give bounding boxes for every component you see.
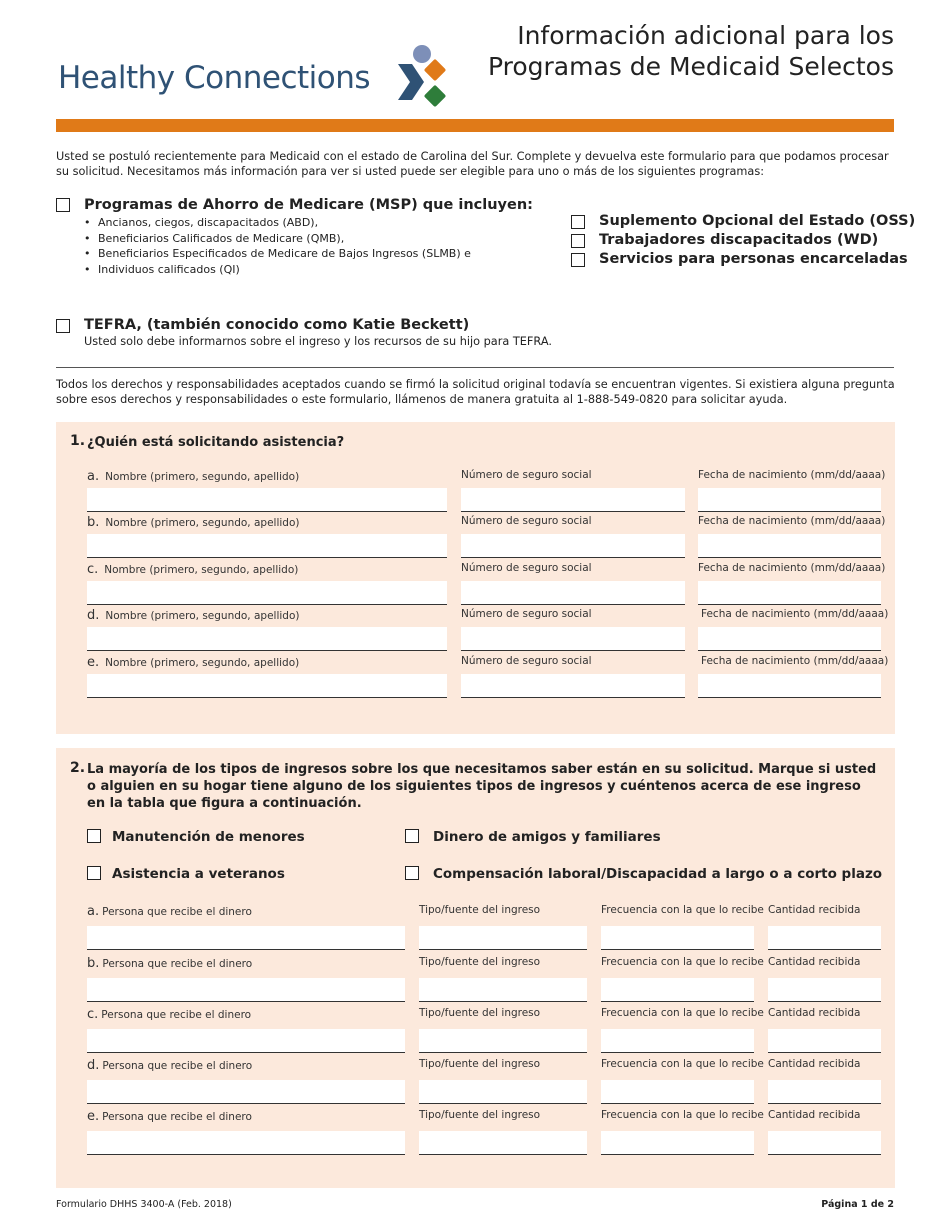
s1-row-label	[87, 608, 299, 623]
s1-name-input[interactable]	[87, 581, 447, 605]
s2-type-label: Tipo/fuente del ingreso	[419, 1058, 541, 1070]
title-line-2: Programas de Medicaid Selectos	[487, 52, 894, 81]
tefra-note: Usted solo debe informarnos sobre el ingreso y los recursos de su hijo para TEFRA.	[84, 335, 552, 348]
s1-ssn-label: Número de seguro social	[461, 515, 592, 527]
s1-name-input[interactable]	[87, 627, 447, 651]
s2-person-label: Persona que recibe el dinero	[102, 906, 252, 918]
s1-ssn-label: Número de seguro social	[461, 655, 592, 667]
s1-row-label	[87, 655, 299, 670]
section-divider	[56, 367, 894, 368]
s1-name-input[interactable]	[87, 488, 447, 512]
section-1-title: ¿Quién está solicitando asistencia?	[87, 435, 345, 450]
s1-row-label	[87, 515, 299, 530]
incarcerated-label: Servicios para personas encarceladas	[599, 251, 908, 267]
s2-amount-input[interactable]	[768, 1080, 881, 1104]
s2-amount-input[interactable]	[768, 926, 881, 950]
s2-row-label	[87, 904, 252, 919]
form-id: Formulario DHHS 3400-A (Feb. 2018)	[56, 1199, 232, 1210]
s2-amount-label: Cantidad recibida	[768, 1007, 861, 1019]
rights-text: Todos los derechos y responsabilidades aceptados cuando se firmó la solicitud original todavía se encuentran vigentes. Si existiera alguna pregunta sobre esos derechos y responsabilidades o este formulario, llámenos de manera gratuita al 1-888-549-0820 para solicitar ayuda.	[56, 378, 895, 406]
veterans-assistance-checkbox[interactable]	[87, 866, 101, 880]
s1-name-label: Nombre (primero, segundo, apellido)	[105, 610, 300, 622]
s2-row-letter: a.	[87, 904, 100, 919]
s1-ssn-input[interactable]	[461, 674, 685, 698]
s2-row-letter: e.	[87, 1109, 100, 1124]
s1-row-letter: a.	[87, 469, 100, 484]
s2-person-input[interactable]	[87, 978, 405, 1002]
s2-row-label	[87, 1109, 252, 1124]
s2-frequency-input[interactable]	[601, 1131, 754, 1155]
s1-dob-label: Fecha de nacimiento (mm/dd/aaaa)	[701, 608, 889, 620]
s2-frequency-input[interactable]	[601, 978, 754, 1002]
s2-type-label: Tipo/fuente del ingreso	[419, 1109, 541, 1121]
s1-dob-input[interactable]	[698, 627, 881, 651]
s2-income-type-input[interactable]	[419, 978, 587, 1002]
s2-type-label: Tipo/fuente del ingreso	[419, 1007, 541, 1019]
s1-name-label: Nombre (primero, segundo, apellido)	[105, 657, 300, 669]
oss-label: Suplemento Opcional del Estado (OSS)	[599, 213, 916, 229]
msp-checkbox[interactable]	[56, 198, 70, 212]
msp-list	[84, 215, 471, 277]
healthy-connections-logo-icon	[392, 44, 452, 112]
s1-ssn-label: Número de seguro social	[461, 608, 592, 620]
s2-person-label: Persona que recibe el dinero	[102, 1111, 252, 1123]
s2-row-letter: b.	[87, 956, 100, 971]
msp-item: • Beneficiarios Especificados de Medicare de Bajos Ingresos (SLMB) e	[84, 246, 471, 262]
document-title	[488, 20, 894, 82]
section-2-title: La mayoría de los tipos de ingresos sobre los que necesitamos saber están en su solicitud. Marque si usted o alguien en su hogar tiene alguno de los siguientes tipos de ingresos y cuéntenos acerca de ese ingreso en la tabla que figura a continuación.	[87, 762, 877, 811]
s2-frequency-label: Frecuencia con la que lo recibe	[601, 1058, 764, 1070]
s1-ssn-input[interactable]	[461, 581, 685, 605]
wd-checkbox[interactable]	[571, 234, 585, 248]
tefra-title: TEFRA, (también conocido como Katie Beckett)	[84, 317, 470, 333]
s2-person-label: Persona que recibe el dinero	[101, 1009, 252, 1021]
s1-row-label	[87, 469, 299, 484]
s2-frequency-input[interactable]	[601, 926, 754, 950]
s1-dob-label: Fecha de nacimiento (mm/dd/aaaa)	[701, 655, 889, 667]
s1-name-label: Nombre (primero, segundo, apellido)	[105, 517, 300, 529]
s2-row-label	[87, 1007, 251, 1022]
wd-label: Trabajadores discapacitados (WD)	[599, 232, 879, 248]
s1-ssn-label: Número de seguro social	[461, 469, 592, 481]
s1-dob-label: Fecha de nacimiento (mm/dd/aaaa)	[698, 469, 886, 481]
s2-row-letter: c.	[87, 1007, 99, 1022]
s1-row-letter: d.	[87, 608, 100, 623]
s2-row-letter: d.	[87, 1058, 100, 1073]
child-support-checkbox[interactable]	[87, 829, 101, 843]
s2-person-input[interactable]	[87, 926, 405, 950]
s2-frequency-label: Frecuencia con la que lo recibe	[601, 904, 764, 916]
header-divider-bar	[56, 119, 894, 132]
title-line-1: Información adicional para los	[517, 21, 894, 50]
s2-income-type-input[interactable]	[419, 926, 587, 950]
msp-item: • Ancianos, ciegos, discapacitados (ABD),	[84, 215, 471, 231]
friends-family-money-label: Dinero de amigos y familiares	[433, 829, 661, 845]
child-support-label: Manutención de menores	[112, 829, 305, 845]
s2-amount-label: Cantidad recibida	[768, 904, 861, 916]
s2-frequency-label: Frecuencia con la que lo recibe	[601, 1007, 764, 1019]
intro-text: Usted se postuló recientemente para Medicaid con el estado de Carolina del Sur. Complete y devuelva este formulario para que podamos procesar su solicitud. Necesitamos más información para ver si usted puede ser elegible para uno o más de los siguientes programas:	[56, 150, 889, 178]
s2-type-label: Tipo/fuente del ingreso	[419, 956, 541, 968]
s2-income-type-input[interactable]	[419, 1131, 587, 1155]
s2-person-label: Persona que recibe el dinero	[102, 958, 253, 970]
s1-dob-input[interactable]	[698, 581, 881, 605]
s1-ssn-input[interactable]	[461, 627, 685, 651]
s2-amount-input[interactable]	[768, 1131, 881, 1155]
veterans-assistance-label: Asistencia a veteranos	[112, 866, 285, 882]
s1-row-letter: e.	[87, 655, 100, 670]
s1-ssn-input[interactable]	[461, 534, 685, 558]
s2-row-label	[87, 956, 252, 971]
s2-person-input[interactable]	[87, 1029, 405, 1053]
s1-row-letter: c.	[87, 562, 99, 577]
tefra-checkbox[interactable]	[56, 319, 70, 333]
s1-dob-input[interactable]	[698, 534, 881, 558]
s1-name-label: Nombre (primero, segundo, apellido)	[104, 564, 299, 576]
s1-dob-label: Fecha de nacimiento (mm/dd/aaaa)	[698, 515, 886, 527]
s1-name-input[interactable]	[87, 534, 447, 558]
s2-row-label	[87, 1058, 252, 1073]
msp-item: • Individuos calificados (QI)	[84, 262, 471, 278]
s2-income-type-input[interactable]	[419, 1029, 587, 1053]
incarcerated-checkbox[interactable]	[571, 253, 585, 267]
page-number: Página 1 de 2	[821, 1199, 894, 1210]
msp-title: Programas de Ahorro de Medicare (MSP) que incluyen:	[84, 197, 533, 213]
s2-person-label: Persona que recibe el dinero	[102, 1060, 253, 1072]
s2-amount-label: Cantidad recibida	[768, 1109, 861, 1121]
s1-dob-label: Fecha de nacimiento (mm/dd/aaaa)	[698, 562, 886, 574]
s2-frequency-label: Frecuencia con la que lo recibe	[601, 956, 764, 968]
logo-text: Healthy Connections	[58, 60, 371, 96]
s2-frequency-input[interactable]	[601, 1029, 754, 1053]
s1-row-letter: b.	[87, 515, 100, 530]
s1-row-label	[87, 562, 298, 577]
s1-dob-input[interactable]	[698, 674, 881, 698]
s2-amount-label: Cantidad recibida	[768, 956, 861, 968]
s2-person-input[interactable]	[87, 1080, 405, 1104]
friends-family-money-checkbox[interactable]	[405, 829, 419, 843]
s2-frequency-label: Frecuencia con la que lo recibe	[601, 1109, 764, 1121]
s1-name-label: Nombre (primero, segundo, apellido)	[105, 471, 300, 483]
s1-name-input[interactable]	[87, 674, 447, 698]
s2-person-input[interactable]	[87, 1131, 405, 1155]
s1-ssn-label: Número de seguro social	[461, 562, 592, 574]
workers-comp-checkbox[interactable]	[405, 866, 419, 880]
s1-ssn-input[interactable]	[461, 488, 685, 512]
s2-income-type-input[interactable]	[419, 1080, 587, 1104]
oss-checkbox[interactable]	[571, 215, 585, 229]
s2-frequency-input[interactable]	[601, 1080, 754, 1104]
s2-amount-label: Cantidad recibida	[768, 1058, 861, 1070]
s2-amount-input[interactable]	[768, 978, 881, 1002]
s2-type-label: Tipo/fuente del ingreso	[419, 904, 541, 916]
msp-item: • Beneficiarios Calificados de Medicare (QMB),	[84, 231, 471, 247]
s2-amount-input[interactable]	[768, 1029, 881, 1053]
section-1-number: 1.	[70, 433, 86, 449]
s1-dob-input[interactable]	[698, 488, 881, 512]
section-2-number: 2.	[70, 760, 86, 776]
workers-comp-label: Compensación laboral/Discapacidad a largo o a corto plazo	[433, 866, 883, 882]
